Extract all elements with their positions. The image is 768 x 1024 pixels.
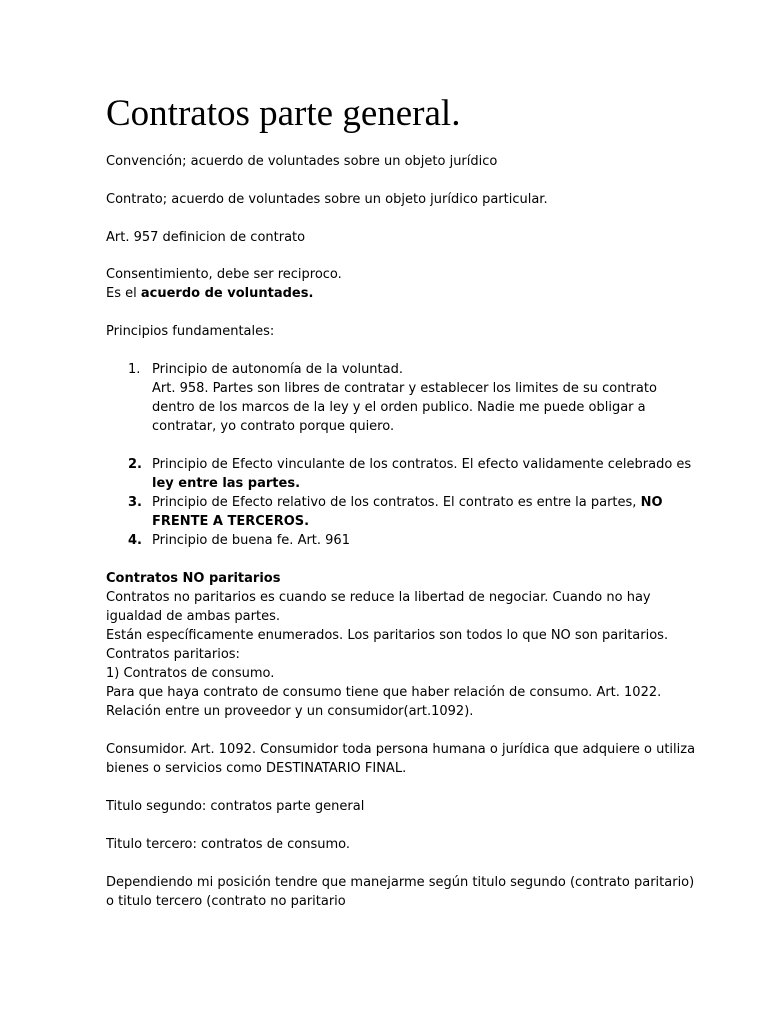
list-item-2-line-1: Principio de Efecto vinculante de los contratos. El efecto validamente celebrado es bbox=[152, 457, 692, 472]
paragraph-consentimiento: Consentimiento, debe ser reciproco. bbox=[106, 267, 342, 282]
dependiendo-line-2: o titulo tercero (contrato no paritario bbox=[106, 894, 346, 909]
list-number-3: 3. bbox=[128, 495, 142, 510]
paragraph-art-957: Art. 957 definicion de contrato bbox=[106, 230, 306, 245]
list-item-1-line-2: Art. 958. Partes son libres de contratar y establecer los limites de su contrato bbox=[152, 381, 657, 396]
list-item-3-line-1 bbox=[152, 493, 663, 512]
list-item-3-text: Principio de Efecto relativo de los contratos. El contrato es entre la partes, bbox=[152, 495, 641, 510]
paragraph-acuerdo bbox=[106, 284, 676, 303]
section-line-1: Contratos no paritarios es cuando se reduce la libertad de negociar. Cuando no hay bbox=[106, 590, 651, 605]
section-line-7: Relación entre un proveedor y un consumidor(art.1092). bbox=[106, 704, 474, 719]
document-title: Contratos parte general. bbox=[106, 93, 461, 134]
list-number-4: 4. bbox=[128, 533, 142, 548]
section-heading bbox=[106, 569, 676, 588]
titulo-segundo: Titulo segundo: contratos parte general bbox=[106, 799, 365, 814]
list-item-2-line-2: ley entre las partes. bbox=[152, 476, 301, 491]
list-number-2: 2. bbox=[128, 457, 142, 472]
list-item-4-line-1: Principio de buena fe. Art. 961 bbox=[152, 533, 350, 548]
section-heading-text: Contratos NO paritarios bbox=[106, 571, 281, 586]
paragraph-convencion: Convención; acuerdo de voluntades sobre un objeto jurídico bbox=[106, 154, 498, 169]
titulo-tercero: Titulo tercero: contratos de consumo. bbox=[106, 837, 350, 852]
paragraph-principios: Principios fundamentales: bbox=[106, 324, 275, 339]
section-line-2: igualdad de ambas partes. bbox=[106, 609, 280, 624]
acuerdo-prefix: Es el bbox=[106, 286, 141, 301]
list-number-1: 1. bbox=[128, 362, 141, 377]
list-item-3-bold: NO bbox=[640, 495, 663, 510]
section-line-4: Contratos paritarios: bbox=[106, 647, 240, 662]
list-item-1-line-1: Principio de autonomía de la voluntad. bbox=[152, 362, 403, 377]
list-item-3-line-2: FRENTE A TERCEROS. bbox=[152, 514, 310, 529]
list-item-1-line-3: dentro de los marcos de la ley y el orden publico. Nadie me puede obligar a bbox=[152, 400, 646, 415]
section-line-6: Para que haya contrato de consumo tiene que haber relación de consumo. Art. 1022. bbox=[106, 685, 662, 700]
list-item-1-line-4: contratar, yo contrato porque quiero. bbox=[152, 419, 395, 434]
consumidor-line-2: bienes o servicios como DESTINATARIO FINAL. bbox=[106, 761, 407, 776]
paragraph-contrato: Contrato; acuerdo de voluntades sobre un objeto jurídico particular. bbox=[106, 192, 548, 207]
dependiendo-line-1: Dependiendo mi posición tendre que manejarme según titulo segundo (contrato paritario) bbox=[106, 875, 695, 890]
section-line-5: 1) Contratos de consumo. bbox=[106, 666, 275, 681]
section-line-3: Están específicamente enumerados. Los paritarios son todos lo que NO son paritarios. bbox=[106, 628, 669, 643]
acuerdo-bold: acuerdo de voluntades. bbox=[140, 286, 314, 301]
consumidor-line-1: Consumidor. Art. 1092. Consumidor toda persona humana o jurídica que adquiere o utiliza bbox=[106, 742, 696, 757]
